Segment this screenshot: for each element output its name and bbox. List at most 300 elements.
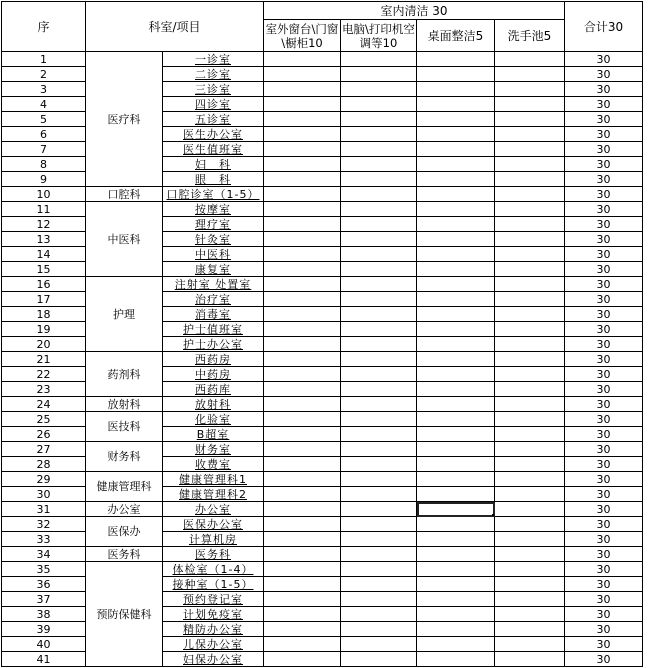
score-cell-col3[interactable] — [417, 517, 495, 532]
row-seq-cell[interactable]: 33 — [2, 532, 86, 547]
room-cell[interactable]: 健康管理科1 — [163, 472, 264, 487]
score-cell-col1[interactable] — [264, 217, 341, 232]
total-cell[interactable]: 30 — [565, 517, 643, 532]
total-cell[interactable]: 30 — [565, 607, 643, 622]
score-cell-col3[interactable] — [417, 157, 495, 172]
row-seq-cell[interactable]: 19 — [2, 322, 86, 337]
score-cell-col1[interactable] — [264, 457, 341, 472]
room-cell[interactable]: 中医科 — [163, 247, 264, 262]
score-cell-col4[interactable] — [495, 562, 565, 577]
room-cell[interactable]: 儿保办公室 — [163, 637, 264, 652]
score-cell-col4[interactable] — [495, 547, 565, 562]
score-cell-col1[interactable] — [264, 382, 341, 397]
score-cell-col3[interactable] — [417, 67, 495, 82]
score-cell-col3[interactable] — [417, 652, 495, 667]
total-cell[interactable]: 30 — [565, 322, 643, 337]
total-cell[interactable]: 30 — [565, 487, 643, 502]
row-seq-cell[interactable]: 38 — [2, 607, 86, 622]
row-seq-cell[interactable]: 18 — [2, 307, 86, 322]
score-cell-col2[interactable] — [341, 67, 417, 82]
score-cell-col3[interactable] — [417, 622, 495, 637]
score-cell-col2[interactable] — [341, 367, 417, 382]
score-cell-col2[interactable] — [341, 382, 417, 397]
total-cell[interactable]: 30 — [565, 577, 643, 592]
score-cell-col4[interactable] — [495, 172, 565, 187]
row-seq-cell[interactable]: 30 — [2, 487, 86, 502]
score-cell-col1[interactable] — [264, 622, 341, 637]
row-seq-cell[interactable]: 20 — [2, 337, 86, 352]
score-cell-col1[interactable] — [264, 97, 341, 112]
score-cell-col1[interactable] — [264, 247, 341, 262]
room-cell[interactable]: 医生值班室 — [163, 142, 264, 157]
row-seq-cell[interactable]: 29 — [2, 472, 86, 487]
room-cell[interactable]: 妇保办公室 — [163, 652, 264, 667]
room-cell[interactable]: 一诊室 — [163, 52, 264, 67]
header-desk-tidy[interactable]: 桌面整洁5 — [417, 20, 495, 52]
row-seq-cell[interactable]: 10 — [2, 187, 86, 202]
row-seq-cell[interactable]: 31 — [2, 502, 86, 517]
room-cell[interactable]: 三诊室 — [163, 82, 264, 97]
score-cell-col1[interactable] — [264, 397, 341, 412]
score-cell-col2[interactable] — [341, 427, 417, 442]
header-total[interactable]: 合计30 — [565, 2, 643, 52]
dept-cell[interactable]: 放射科 — [86, 397, 163, 412]
total-cell[interactable]: 30 — [565, 412, 643, 427]
score-cell-col4[interactable] — [495, 322, 565, 337]
total-cell[interactable]: 30 — [565, 262, 643, 277]
score-cell-col1[interactable] — [264, 112, 341, 127]
score-cell-col2[interactable] — [341, 157, 417, 172]
score-cell-col3[interactable] — [417, 397, 495, 412]
header-dept-item[interactable]: 科室/项目 — [86, 2, 264, 52]
room-cell[interactable]: 中药房 — [163, 367, 264, 382]
score-cell-col2[interactable] — [341, 247, 417, 262]
score-cell-col1[interactable] — [264, 352, 341, 367]
score-cell-col3[interactable] — [417, 277, 495, 292]
score-cell-col2[interactable] — [341, 547, 417, 562]
score-cell-col3[interactable] — [417, 577, 495, 592]
row-seq-cell[interactable]: 5 — [2, 112, 86, 127]
score-cell-col4[interactable] — [495, 97, 565, 112]
score-cell-col3[interactable] — [417, 247, 495, 262]
score-cell-col2[interactable] — [341, 577, 417, 592]
row-seq-cell[interactable]: 3 — [2, 82, 86, 97]
room-cell[interactable]: 财务室 — [163, 442, 264, 457]
score-cell-col4[interactable] — [495, 82, 565, 97]
score-cell-col2[interactable] — [341, 487, 417, 502]
score-cell-col4[interactable] — [495, 112, 565, 127]
score-cell-col2[interactable] — [341, 322, 417, 337]
score-cell-col4[interactable] — [495, 157, 565, 172]
room-cell[interactable]: 西药库 — [163, 382, 264, 397]
score-cell-col1[interactable] — [264, 412, 341, 427]
total-cell[interactable]: 30 — [565, 97, 643, 112]
score-cell-col2[interactable] — [341, 232, 417, 247]
total-cell[interactable]: 30 — [565, 292, 643, 307]
room-cell[interactable]: 四诊室 — [163, 97, 264, 112]
dept-cell[interactable]: 预防保健科 — [86, 562, 163, 667]
dept-cell[interactable]: 医疗科 — [86, 52, 163, 187]
score-cell-col3[interactable] — [417, 442, 495, 457]
row-seq-cell[interactable]: 23 — [2, 382, 86, 397]
score-cell-col2[interactable] — [341, 442, 417, 457]
score-cell-col4[interactable] — [495, 187, 565, 202]
score-cell-col2[interactable] — [341, 187, 417, 202]
score-cell-col3[interactable] — [417, 637, 495, 652]
row-seq-cell[interactable]: 28 — [2, 457, 86, 472]
score-cell-col3[interactable] — [417, 412, 495, 427]
room-cell[interactable]: 精防办公室 — [163, 622, 264, 637]
room-cell[interactable]: 收费室 — [163, 457, 264, 472]
room-cell[interactable]: 消毒室 — [163, 307, 264, 322]
row-seq-cell[interactable]: 17 — [2, 292, 86, 307]
score-cell-col4[interactable] — [495, 367, 565, 382]
score-cell-col3[interactable] — [417, 292, 495, 307]
total-cell[interactable]: 30 — [565, 367, 643, 382]
dept-cell[interactable]: 财务科 — [86, 442, 163, 472]
score-cell-col2[interactable] — [341, 352, 417, 367]
score-cell-col3[interactable] — [417, 547, 495, 562]
score-cell-col2[interactable] — [341, 142, 417, 157]
row-seq-cell[interactable]: 32 — [2, 517, 86, 532]
score-cell-col3[interactable] — [417, 262, 495, 277]
score-cell-col2[interactable] — [341, 637, 417, 652]
score-cell-col4[interactable] — [495, 127, 565, 142]
total-cell[interactable]: 30 — [565, 502, 643, 517]
room-cell[interactable]: 体检室（1-4） — [163, 562, 264, 577]
row-seq-cell[interactable]: 25 — [2, 412, 86, 427]
score-cell-col4[interactable] — [495, 292, 565, 307]
score-cell-col4[interactable] — [495, 382, 565, 397]
score-cell-col1[interactable] — [264, 202, 341, 217]
room-cell[interactable]: 妇 科 — [163, 157, 264, 172]
score-cell-col1[interactable] — [264, 637, 341, 652]
score-cell-col2[interactable] — [341, 262, 417, 277]
score-cell-col2[interactable] — [341, 82, 417, 97]
room-cell[interactable]: 接种室（1-5） — [163, 577, 264, 592]
row-seq-cell[interactable]: 13 — [2, 232, 86, 247]
row-seq-cell[interactable]: 2 — [2, 67, 86, 82]
score-cell-col2[interactable] — [341, 622, 417, 637]
room-cell[interactable]: 理疗室 — [163, 217, 264, 232]
score-cell-col1[interactable] — [264, 127, 341, 142]
total-cell[interactable]: 30 — [565, 82, 643, 97]
dept-cell[interactable]: 口腔科 — [86, 187, 163, 202]
row-seq-cell[interactable]: 41 — [2, 652, 86, 667]
score-cell-col4[interactable] — [495, 247, 565, 262]
score-cell-col3[interactable] — [417, 592, 495, 607]
total-cell[interactable]: 30 — [565, 622, 643, 637]
room-cell[interactable]: 护士办公室 — [163, 337, 264, 352]
room-cell[interactable]: 康复室 — [163, 262, 264, 277]
score-cell-col2[interactable] — [341, 97, 417, 112]
score-cell-col1[interactable] — [264, 367, 341, 382]
score-cell-col2[interactable] — [341, 217, 417, 232]
score-cell-col3[interactable] — [417, 562, 495, 577]
score-cell-col1[interactable] — [264, 292, 341, 307]
score-cell-col2[interactable] — [341, 592, 417, 607]
score-cell-col1[interactable] — [264, 472, 341, 487]
total-cell[interactable]: 30 — [565, 217, 643, 232]
room-cell[interactable]: 医生办公室 — [163, 127, 264, 142]
score-cell-col4[interactable] — [495, 517, 565, 532]
score-cell-col4[interactable] — [495, 232, 565, 247]
header-computer-printer[interactable]: 电脑\打印机空调等10 — [342, 21, 415, 50]
score-cell-col2[interactable] — [341, 292, 417, 307]
score-cell-col1[interactable] — [264, 322, 341, 337]
score-cell-col4[interactable] — [495, 652, 565, 667]
score-cell-col4[interactable] — [495, 67, 565, 82]
total-cell[interactable]: 30 — [565, 277, 643, 292]
score-cell-col3[interactable] — [417, 307, 495, 322]
score-cell-col3[interactable] — [417, 607, 495, 622]
row-seq-cell[interactable]: 27 — [2, 442, 86, 457]
score-cell-col2[interactable] — [341, 307, 417, 322]
total-cell[interactable]: 30 — [565, 157, 643, 172]
score-cell-col3[interactable] — [417, 142, 495, 157]
score-cell-col4[interactable] — [495, 262, 565, 277]
room-cell[interactable]: 放射科 — [163, 397, 264, 412]
score-cell-col1[interactable] — [264, 607, 341, 622]
room-cell[interactable]: 计算机房 — [163, 532, 264, 547]
score-cell-col1[interactable] — [264, 187, 341, 202]
score-cell-col4[interactable] — [495, 607, 565, 622]
room-cell[interactable]: 治疗室 — [163, 292, 264, 307]
total-cell[interactable]: 30 — [565, 202, 643, 217]
row-seq-cell[interactable]: 4 — [2, 97, 86, 112]
score-cell-col4[interactable] — [495, 442, 565, 457]
score-cell-col3[interactable] — [417, 112, 495, 127]
score-cell-col4[interactable] — [495, 202, 565, 217]
score-cell-col4[interactable] — [495, 502, 565, 517]
room-cell[interactable]: 护士值班室 — [163, 322, 264, 337]
row-seq-cell[interactable]: 8 — [2, 157, 86, 172]
row-seq-cell[interactable]: 9 — [2, 172, 86, 187]
row-seq-cell[interactable]: 24 — [2, 397, 86, 412]
total-cell[interactable]: 30 — [565, 652, 643, 667]
score-cell-col1[interactable] — [264, 577, 341, 592]
score-cell-col4[interactable] — [495, 427, 565, 442]
score-cell-col2[interactable] — [341, 562, 417, 577]
total-cell[interactable]: 30 — [565, 142, 643, 157]
total-cell[interactable]: 30 — [565, 232, 643, 247]
row-seq-cell[interactable]: 11 — [2, 202, 86, 217]
score-cell-col4[interactable] — [495, 277, 565, 292]
row-seq-cell[interactable]: 14 — [2, 247, 86, 262]
score-cell-col1[interactable] — [264, 517, 341, 532]
dept-cell[interactable]: 医保办 — [86, 517, 163, 547]
row-seq-cell[interactable]: 39 — [2, 622, 86, 637]
total-cell[interactable]: 30 — [565, 592, 643, 607]
row-seq-cell[interactable]: 40 — [2, 637, 86, 652]
score-cell-col3[interactable] — [417, 367, 495, 382]
score-cell-col2[interactable] — [341, 112, 417, 127]
score-cell-col1[interactable] — [264, 67, 341, 82]
score-cell-col1[interactable] — [264, 82, 341, 97]
header-wash-basin[interactable]: 洗手池5 — [495, 20, 565, 52]
score-cell-col4[interactable] — [495, 337, 565, 352]
score-cell-col3[interactable] — [417, 337, 495, 352]
score-cell-col2[interactable] — [341, 52, 417, 67]
score-cell-col4[interactable] — [495, 457, 565, 472]
score-cell-col1[interactable] — [264, 562, 341, 577]
row-seq-cell[interactable]: 21 — [2, 352, 86, 367]
selected-cell[interactable] — [417, 502, 495, 517]
score-cell-col4[interactable] — [495, 577, 565, 592]
score-cell-col1[interactable] — [264, 232, 341, 247]
score-cell-col1[interactable] — [264, 487, 341, 502]
score-cell-col4[interactable] — [495, 142, 565, 157]
score-cell-col3[interactable] — [417, 532, 495, 547]
total-cell[interactable]: 30 — [565, 382, 643, 397]
total-cell[interactable]: 30 — [565, 112, 643, 127]
score-cell-col1[interactable] — [264, 427, 341, 442]
dept-cell[interactable]: 办公室 — [86, 502, 163, 517]
score-cell-col2[interactable] — [341, 607, 417, 622]
row-seq-cell[interactable]: 6 — [2, 127, 86, 142]
total-cell[interactable]: 30 — [565, 337, 643, 352]
score-cell-col1[interactable] — [264, 652, 341, 667]
score-cell-col3[interactable] — [417, 487, 495, 502]
total-cell[interactable]: 30 — [565, 472, 643, 487]
score-cell-col3[interactable] — [417, 82, 495, 97]
score-cell-col3[interactable] — [417, 202, 495, 217]
row-seq-cell[interactable]: 26 — [2, 427, 86, 442]
total-cell[interactable]: 30 — [565, 442, 643, 457]
score-cell-col4[interactable] — [495, 622, 565, 637]
row-seq-cell[interactable]: 12 — [2, 217, 86, 232]
score-cell-col1[interactable] — [264, 277, 341, 292]
score-cell-col3[interactable] — [417, 382, 495, 397]
score-cell-col3[interactable] — [417, 232, 495, 247]
room-cell[interactable]: 二诊室 — [163, 67, 264, 82]
header-window-cabinet[interactable]: 室外窗台\门窗\橱柜10 — [264, 20, 341, 52]
score-cell-col4[interactable] — [495, 52, 565, 67]
score-cell-col2[interactable] — [341, 652, 417, 667]
room-cell[interactable]: 针灸室 — [163, 232, 264, 247]
room-cell[interactable]: 医保办公室 — [163, 517, 264, 532]
score-cell-col2[interactable] — [341, 127, 417, 142]
score-cell-col2[interactable] — [341, 472, 417, 487]
total-cell[interactable]: 30 — [565, 532, 643, 547]
score-cell-col4[interactable] — [495, 637, 565, 652]
score-cell-col3[interactable] — [417, 187, 495, 202]
score-cell-col4[interactable] — [495, 397, 565, 412]
score-cell-col2[interactable] — [341, 172, 417, 187]
total-cell[interactable]: 30 — [565, 562, 643, 577]
total-cell[interactable]: 30 — [565, 172, 643, 187]
score-cell-col2[interactable] — [341, 457, 417, 472]
room-cell[interactable]: 健康管理科2 — [163, 487, 264, 502]
row-seq-cell[interactable]: 37 — [2, 592, 86, 607]
score-cell-col1[interactable] — [264, 532, 341, 547]
total-cell[interactable]: 30 — [565, 67, 643, 82]
row-seq-cell[interactable]: 16 — [2, 277, 86, 292]
score-cell-col2[interactable] — [341, 202, 417, 217]
total-cell[interactable]: 30 — [565, 397, 643, 412]
room-cell[interactable]: 五诊室 — [163, 112, 264, 127]
score-cell-col2[interactable] — [341, 397, 417, 412]
total-cell[interactable]: 30 — [565, 637, 643, 652]
room-cell[interactable]: 办公室 — [163, 502, 264, 517]
total-cell[interactable]: 30 — [565, 52, 643, 67]
total-cell[interactable]: 30 — [565, 187, 643, 202]
score-cell-col4[interactable] — [495, 352, 565, 367]
score-cell-col3[interactable] — [417, 97, 495, 112]
room-cell[interactable]: 注射室 处置室 — [163, 277, 264, 292]
room-cell[interactable]: 眼 科 — [163, 172, 264, 187]
score-cell-col1[interactable] — [264, 502, 341, 517]
score-cell-col4[interactable] — [495, 217, 565, 232]
score-cell-col3[interactable] — [417, 352, 495, 367]
score-cell-col3[interactable] — [417, 127, 495, 142]
score-cell-col3[interactable] — [417, 217, 495, 232]
score-cell-col1[interactable] — [264, 592, 341, 607]
score-cell-col3[interactable] — [417, 472, 495, 487]
total-cell[interactable]: 30 — [565, 247, 643, 262]
room-cell[interactable]: 按摩室 — [163, 202, 264, 217]
header-indoor-cleaning[interactable]: 室内清洁 30 — [264, 2, 565, 20]
total-cell[interactable]: 30 — [565, 457, 643, 472]
total-cell[interactable]: 30 — [565, 127, 643, 142]
score-cell-col2[interactable] — [341, 517, 417, 532]
score-cell-col1[interactable] — [264, 142, 341, 157]
row-seq-cell[interactable]: 15 — [2, 262, 86, 277]
score-cell-col3[interactable] — [417, 52, 495, 67]
score-cell-col3[interactable] — [417, 427, 495, 442]
room-cell[interactable]: 预约登记室 — [163, 592, 264, 607]
score-cell-col1[interactable] — [264, 547, 341, 562]
dept-cell[interactable]: 护理 — [86, 277, 163, 352]
room-cell[interactable]: B超室 — [163, 427, 264, 442]
total-cell[interactable]: 30 — [565, 427, 643, 442]
score-cell-col4[interactable] — [495, 472, 565, 487]
dept-cell[interactable]: 药剂科 — [86, 352, 163, 397]
score-cell-col1[interactable] — [264, 52, 341, 67]
row-seq-cell[interactable]: 36 — [2, 577, 86, 592]
score-cell-col1[interactable] — [264, 157, 341, 172]
room-cell[interactable]: 西药房 — [163, 352, 264, 367]
score-cell-col1[interactable] — [264, 337, 341, 352]
row-seq-cell[interactable]: 35 — [2, 562, 86, 577]
score-cell-col2[interactable] — [341, 502, 417, 517]
score-cell-col4[interactable] — [495, 487, 565, 502]
score-cell-col4[interactable] — [495, 307, 565, 322]
row-seq-cell[interactable]: 7 — [2, 142, 86, 157]
score-cell-col1[interactable] — [264, 172, 341, 187]
dept-cell[interactable]: 医技科 — [86, 412, 163, 442]
score-cell-col4[interactable] — [495, 592, 565, 607]
dept-cell[interactable]: 健康管理科 — [86, 472, 163, 502]
score-cell-col2[interactable] — [341, 277, 417, 292]
score-cell-col1[interactable] — [264, 307, 341, 322]
room-cell[interactable]: 化验室 — [163, 412, 264, 427]
score-cell-col1[interactable] — [264, 262, 341, 277]
score-cell-col1[interactable] — [264, 442, 341, 457]
score-cell-col3[interactable] — [417, 322, 495, 337]
score-cell-col4[interactable] — [495, 532, 565, 547]
room-cell[interactable]: 计划免疫室 — [163, 607, 264, 622]
room-cell[interactable]: 口腔诊室（1-5） — [163, 187, 264, 202]
total-cell[interactable]: 30 — [565, 547, 643, 562]
score-cell-col4[interactable] — [495, 412, 565, 427]
dept-cell[interactable]: 中医科 — [86, 202, 163, 277]
room-cell[interactable]: 医务科 — [163, 547, 264, 562]
row-seq-cell[interactable]: 22 — [2, 367, 86, 382]
score-cell-col2[interactable] — [341, 337, 417, 352]
header-seq[interactable]: 序 — [2, 2, 86, 52]
score-cell-col2[interactable] — [341, 412, 417, 427]
